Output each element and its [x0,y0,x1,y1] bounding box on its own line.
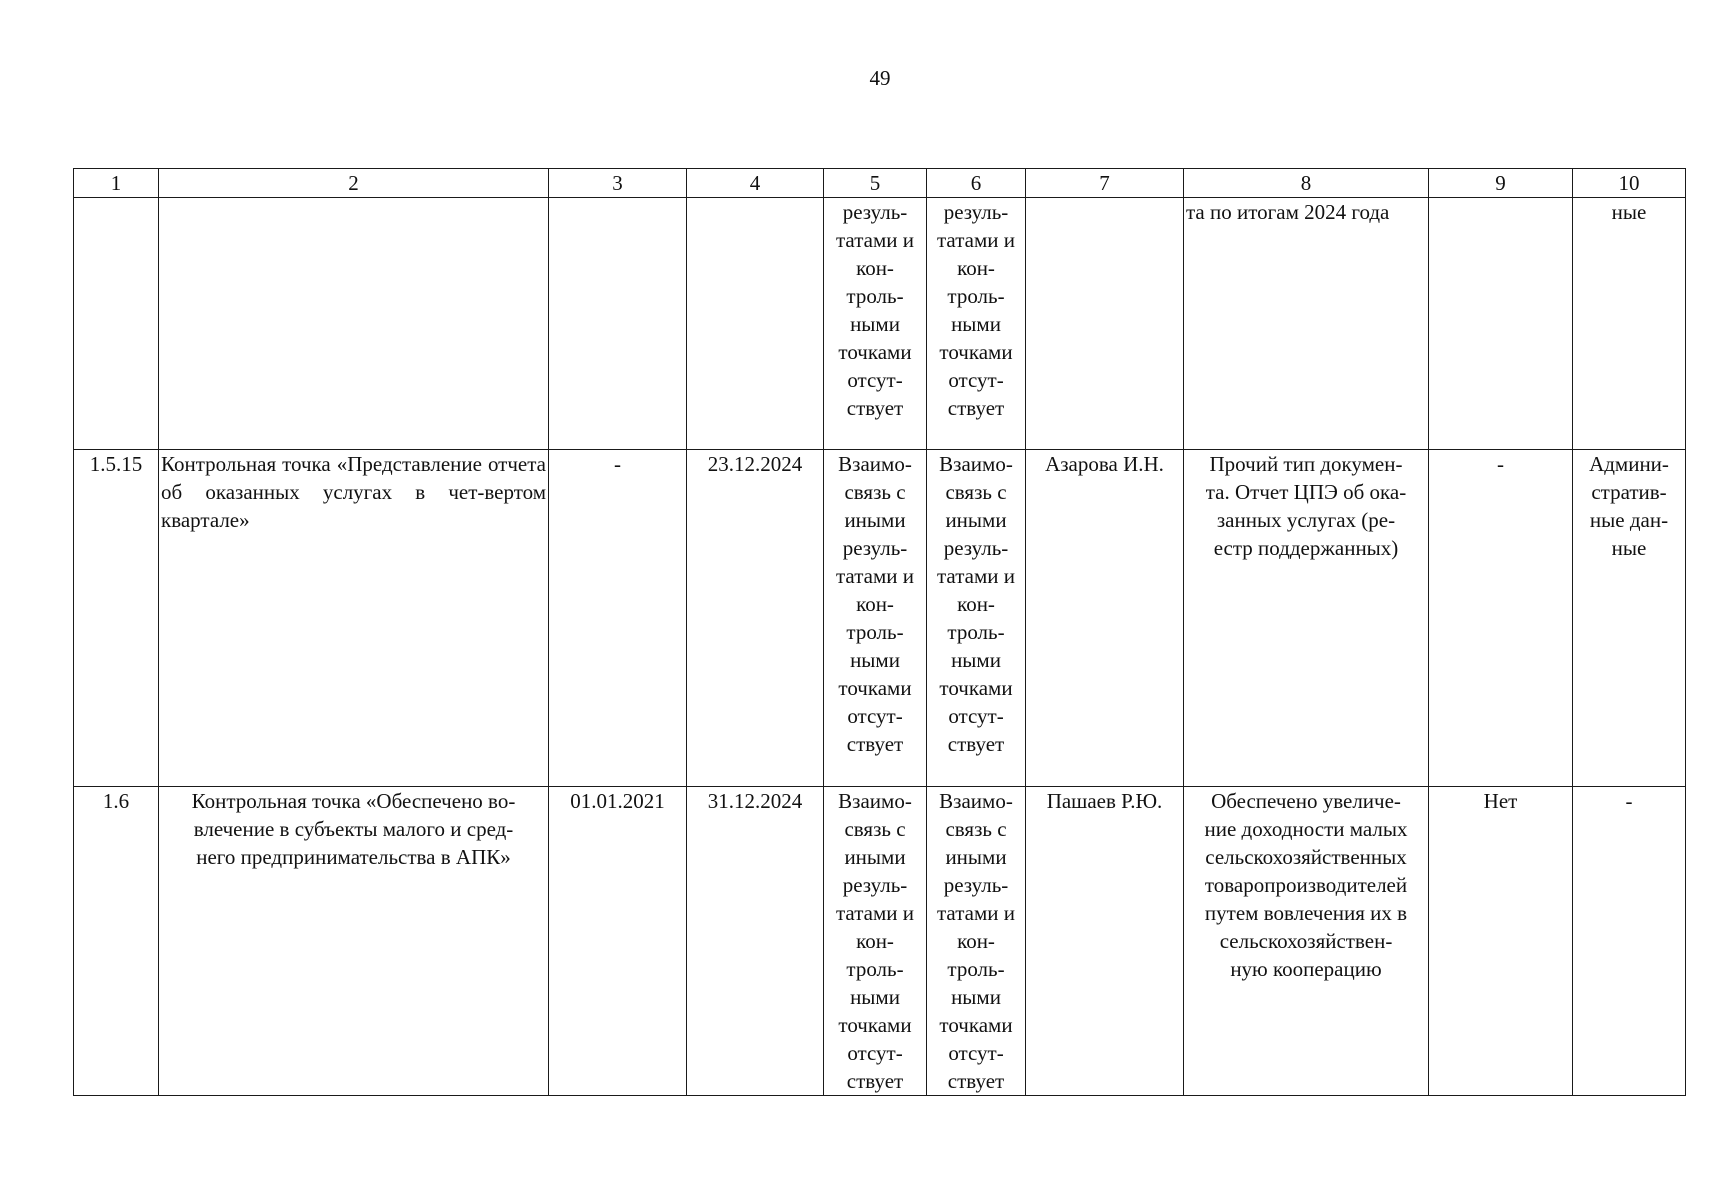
table-row [74,198,1686,450]
cell-predecessor: Взаимо- связь с иными резуль- татами и кон- троль- ными точками отсут- ствует [824,787,927,1096]
column-header-6: 6 [927,169,1026,198]
column-header-9: 9 [1429,169,1573,198]
cell-predecessor: резуль- татами и кон- троль- ными точками отсут- ствует [824,198,927,450]
cell-info-system: - [1573,787,1686,1096]
cell-info-system: Админи- стратив- ные дан- ные [1573,450,1686,787]
column-header-8: 8 [1184,169,1429,198]
column-header-4: 4 [687,169,824,198]
column-header-1: 1 [74,169,159,198]
cell-result-description: Прочий тип докумен- та. Отчет ЦПЭ об ока- занных услугах (ре- естр поддержанных) [1184,450,1429,787]
column-header-2: 2 [159,169,549,198]
cell-number [74,198,159,450]
cell-flag: - [1429,450,1573,787]
table-row [74,450,1686,787]
cell-name: Контрольная точка «Обеспечено во- влечение в субъекты малого и сред- него предпринимательства в АПК» [159,787,549,1096]
cell-end-date [687,198,824,450]
cell-result-description: Обеспечено увеличе- ние доходности малых сельскохозяйственных товаропроизводителей путем вовлечения их в сельскохозяйствен- ную кооперацию [1184,787,1429,1096]
column-header-7: 7 [1026,169,1184,198]
cell-result-description: та по итогам 2024 года [1184,198,1429,450]
cell-name: Контрольная точка «Представление отчета об оказанных услугах в чет-вертом квартале» [159,450,549,787]
cell-end-date: 23.12.2024 [687,450,824,787]
cell-responsible [1026,198,1184,450]
cell-predecessor: Взаимо- связь с иными резуль- татами и кон- троль- ными точками отсут- ствует [824,450,927,787]
cell-flag [1429,198,1573,450]
cell-info-system: ные [1573,198,1686,450]
cell-successor: Взаимо- связь с иными резуль- татами и кон- троль- ными точками отсут- ствует [927,450,1026,787]
cell-successor: резуль- татами и кон- троль- ными точками отсут- ствует [927,198,1026,450]
cell-end-date: 31.12.2024 [687,787,824,1096]
cell-responsible: Азарова И.Н. [1026,450,1184,787]
column-header-3: 3 [549,169,687,198]
document-table [73,168,1686,1096]
table-row [74,787,1686,1096]
table-header-row [74,169,1686,198]
cell-start-date [549,198,687,450]
column-header-5: 5 [824,169,927,198]
cell-name [159,198,549,450]
page-number: 49 [869,66,891,90]
cell-successor: Взаимо- связь с иными резуль- татами и кон- троль- ными точками отсут- ствует [927,787,1026,1096]
column-header-10: 10 [1573,169,1686,198]
cell-start-date: - [549,450,687,787]
cell-number: 1.5.15 [74,450,159,787]
cell-number: 1.6 [74,787,159,1096]
cell-flag: Нет [1429,787,1573,1096]
cell-start-date: 01.01.2021 [549,787,687,1096]
cell-responsible: Пашаев Р.Ю. [1026,787,1184,1096]
